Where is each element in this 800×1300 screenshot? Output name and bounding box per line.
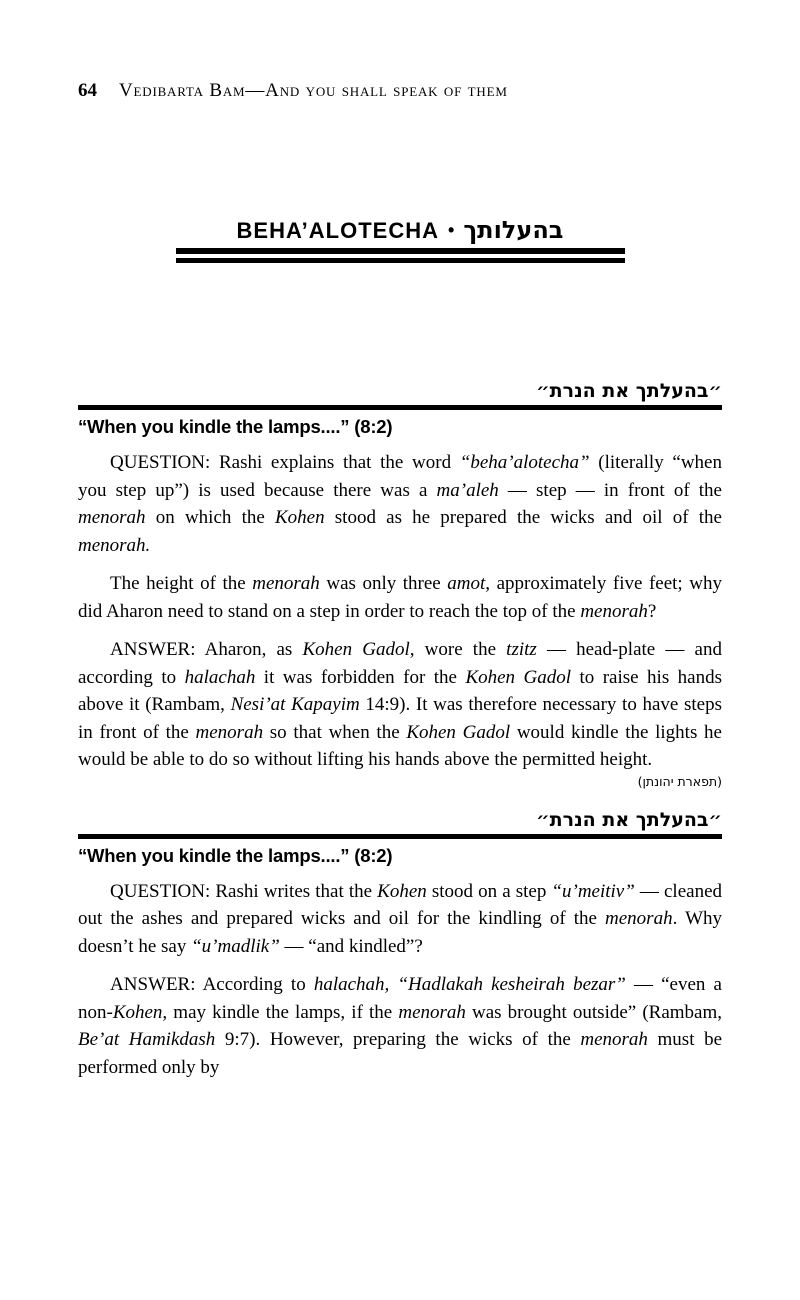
- text-segment: Kohen Gadol: [406, 721, 511, 743]
- verse-heading: “When you kindle the lamps....” (8:2): [78, 416, 393, 437]
- section-divider-bar: [78, 834, 722, 839]
- parsha-title: [78, 216, 722, 245]
- text-segment: . Why doesn’t he say: [78, 908, 723, 957]
- text-segment: halachah: [184, 666, 256, 688]
- verse-heading: “When you kindle the lamps....” (8:2): [78, 844, 393, 866]
- text-segment: approximately five feet; why did Aharon need to stand on a step in order to reach the top of the: [78, 573, 722, 622]
- text-segment: Kohen: [274, 507, 325, 528]
- text-segment: may kindle the lamps, if the: [167, 1001, 399, 1023]
- text-segment: Kohen Gadol: [302, 639, 410, 660]
- answer-paragraph: [78, 636, 722, 774]
- page-number: 64: [78, 80, 97, 101]
- text-segment: menorah: [605, 908, 673, 929]
- hebrew-verse-heading: ״בהעלתך את הנרת״: [536, 380, 722, 402]
- text-segment: Kohen: [377, 880, 427, 902]
- qa-section-2: [78, 808, 722, 1082]
- page-header: [78, 0, 722, 102]
- answer-paragraph: [78, 971, 722, 1081]
- text-segment: QUESTION: Rashi explains that the word: [110, 452, 460, 473]
- text-segment: ?: [647, 600, 657, 622]
- text-segment: — step — in front of the: [498, 479, 722, 501]
- source-attribution: (תפארת יהונתן): [637, 773, 722, 789]
- text-segment: menorah: [252, 573, 320, 594]
- text-segment: menorah: [580, 1029, 648, 1050]
- text-segment: Be’at Hamikdash: [78, 1029, 216, 1050]
- question-paragraph: [78, 878, 722, 961]
- qa-section-1: [78, 379, 722, 790]
- text-segment: “u’madlik”: [191, 935, 280, 957]
- text-segment: ANSWER: Aharon, as: [110, 639, 303, 660]
- text-segment: stood as he prepared the wicks and oil of the: [324, 507, 722, 528]
- text-segment: must be performed only by: [78, 1029, 723, 1078]
- text-segment: to raise his hands above it (Rambam,: [78, 666, 723, 715]
- text-segment: — head-plate — and according to: [78, 639, 722, 688]
- section-divider-bar: [78, 405, 722, 410]
- text-segment: was brought outside” (Rambam,: [465, 1001, 722, 1023]
- running-title: Vedibarta Bam—And you shall speak of them: [119, 80, 508, 101]
- question-paragraph: [78, 449, 722, 559]
- text-segment: tzitz: [506, 639, 537, 660]
- text-segment: it was forbidden for the: [255, 666, 466, 688]
- text-segment: would kindle the lights he would be able to do so without lifting his hands above the permitted height.: [78, 721, 722, 770]
- text-segment: “u’meitiv”: [551, 880, 635, 902]
- parsha-title-latin: BEHA’ALOTECHA: [236, 218, 439, 243]
- text-segment: ANSWER: According to: [110, 974, 314, 995]
- text-segment: — “and kindled”?: [279, 935, 423, 957]
- text-segment: Kohen,: [112, 1001, 168, 1023]
- text-segment: The height of the: [110, 573, 253, 594]
- rule-top: [176, 248, 625, 254]
- text-segment: menorah: [398, 1001, 466, 1023]
- text-segment: Kohen Gadol: [465, 666, 572, 688]
- text-segment: — cleaned out the ashes and prepared wicks and oil for the kindling of the: [78, 880, 723, 929]
- text-segment: so that when the: [263, 721, 407, 743]
- text-segment: , wore the: [409, 639, 507, 660]
- title-separator-dot: •: [448, 220, 455, 240]
- text-segment: on which the: [145, 507, 275, 528]
- text-segment: menorah: [78, 507, 146, 528]
- title-double-rule: [176, 248, 625, 263]
- text-segment: QUESTION: Rashi writes that the: [110, 880, 378, 902]
- hebrew-verse-heading: ״בהעלתך את הנרת״: [536, 808, 722, 831]
- text-segment: halachah,: [313, 974, 390, 995]
- text-segment: Nesi’at Kapayim: [230, 694, 360, 715]
- text-segment: menorah.: [78, 534, 151, 556]
- text-segment: “Hadlakah kesheirah bezar”: [397, 974, 626, 995]
- text-segment: “beha’alotecha”: [459, 452, 590, 473]
- text-segment: menorah: [580, 600, 648, 622]
- text-segment: ma’aleh: [436, 479, 499, 501]
- text-segment: was only three: [319, 573, 448, 594]
- parsha-title-hebrew: בהעלותך: [463, 216, 564, 244]
- text-segment: stood on a step: [426, 880, 552, 902]
- text-segment: amot,: [447, 573, 491, 594]
- text-segment: 9:7). However, preparing the wicks of the: [215, 1029, 581, 1050]
- text-segment: menorah: [195, 721, 264, 743]
- text-segment: 14:9). It was therefore necessary to have steps in front of the: [78, 694, 722, 743]
- text-segment: (literally “when you step up”) is used because there was a: [78, 452, 722, 501]
- text-segment: — “even a non-: [78, 974, 722, 1023]
- question-paragraph: [78, 570, 722, 625]
- rule-bottom: [176, 258, 625, 263]
